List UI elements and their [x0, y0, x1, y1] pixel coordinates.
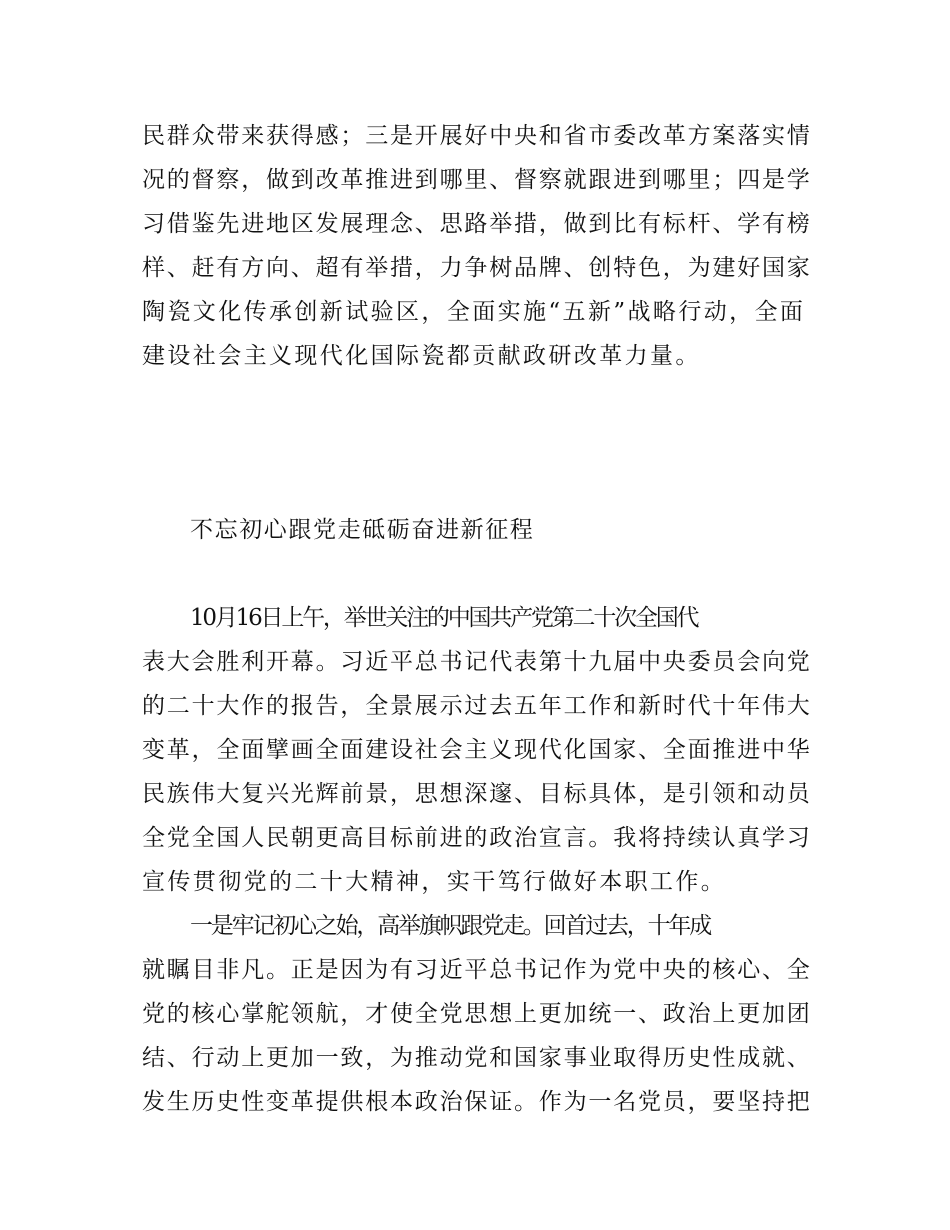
- paragraph-line: 结、行动上更加一致，为推动党和国家事业取得历史性成就、: [142, 1045, 812, 1071]
- paragraph-line: 党的核心掌舵领航，才使全党思想上更加统一、政治上更加团: [142, 1001, 812, 1027]
- section-title: 不忘初心跟党走砥砺奋进新征程: [190, 517, 535, 543]
- paragraph-line: 的二十大作的报告，全景展示过去五年工作和新时代十年伟大: [142, 693, 812, 719]
- intro-line: 习借鉴先进地区发展理念、思路举措，做到比有标杆、学有榜: [142, 211, 812, 237]
- paragraph-line: 全党全国人民朝更高目标前进的政治宣言。我将持续认真学习: [142, 825, 812, 851]
- intro-line: 况的督察，做到改革推进到哪里、督察就跟进到哪里；四是学: [142, 167, 812, 193]
- paragraph-line: 就瞩目非凡。正是因为有习近平总书记作为党中央的核心、全: [142, 957, 812, 983]
- paragraph-line: 民族伟大复兴光辉前景，思想深邃、目标具体，是引领和动员: [142, 781, 812, 807]
- intro-line: 建设社会主义现代化国际瓷都贡献政研改革力量。: [142, 343, 701, 369]
- intro-line: 民群众带来获得感；三是开展好中央和省市委改革方案落实情: [142, 123, 812, 149]
- paragraph-line: 一是牢记初心之始，高举旗帜跟党走。回首过去，十年成: [190, 913, 711, 939]
- paragraph-line: 变革，全面擘画全面建设社会主义现代化国家、全面推进中华: [142, 737, 812, 763]
- intro-line: 陶瓷文化传承创新试验区，全面实施“五新”战略行动，全面: [142, 299, 806, 325]
- paragraph-line: 宣传贯彻党的二十大精神，实干笃行做好本职工作。: [142, 869, 727, 895]
- paragraph-line: 发生历史性变革提供根本政治保证。作为一名党员，要坚持把: [142, 1089, 812, 1115]
- paragraph-line: 表大会胜利开幕。习近平总书记代表第十九届中央委员会向党: [142, 649, 812, 675]
- paragraph-line: 10月16日上午，举世关注的中国共产党第二十次全国代: [190, 605, 698, 631]
- intro-line: 样、赶有方向、超有举措，力争树品牌、创特色，为建好国家: [142, 255, 812, 281]
